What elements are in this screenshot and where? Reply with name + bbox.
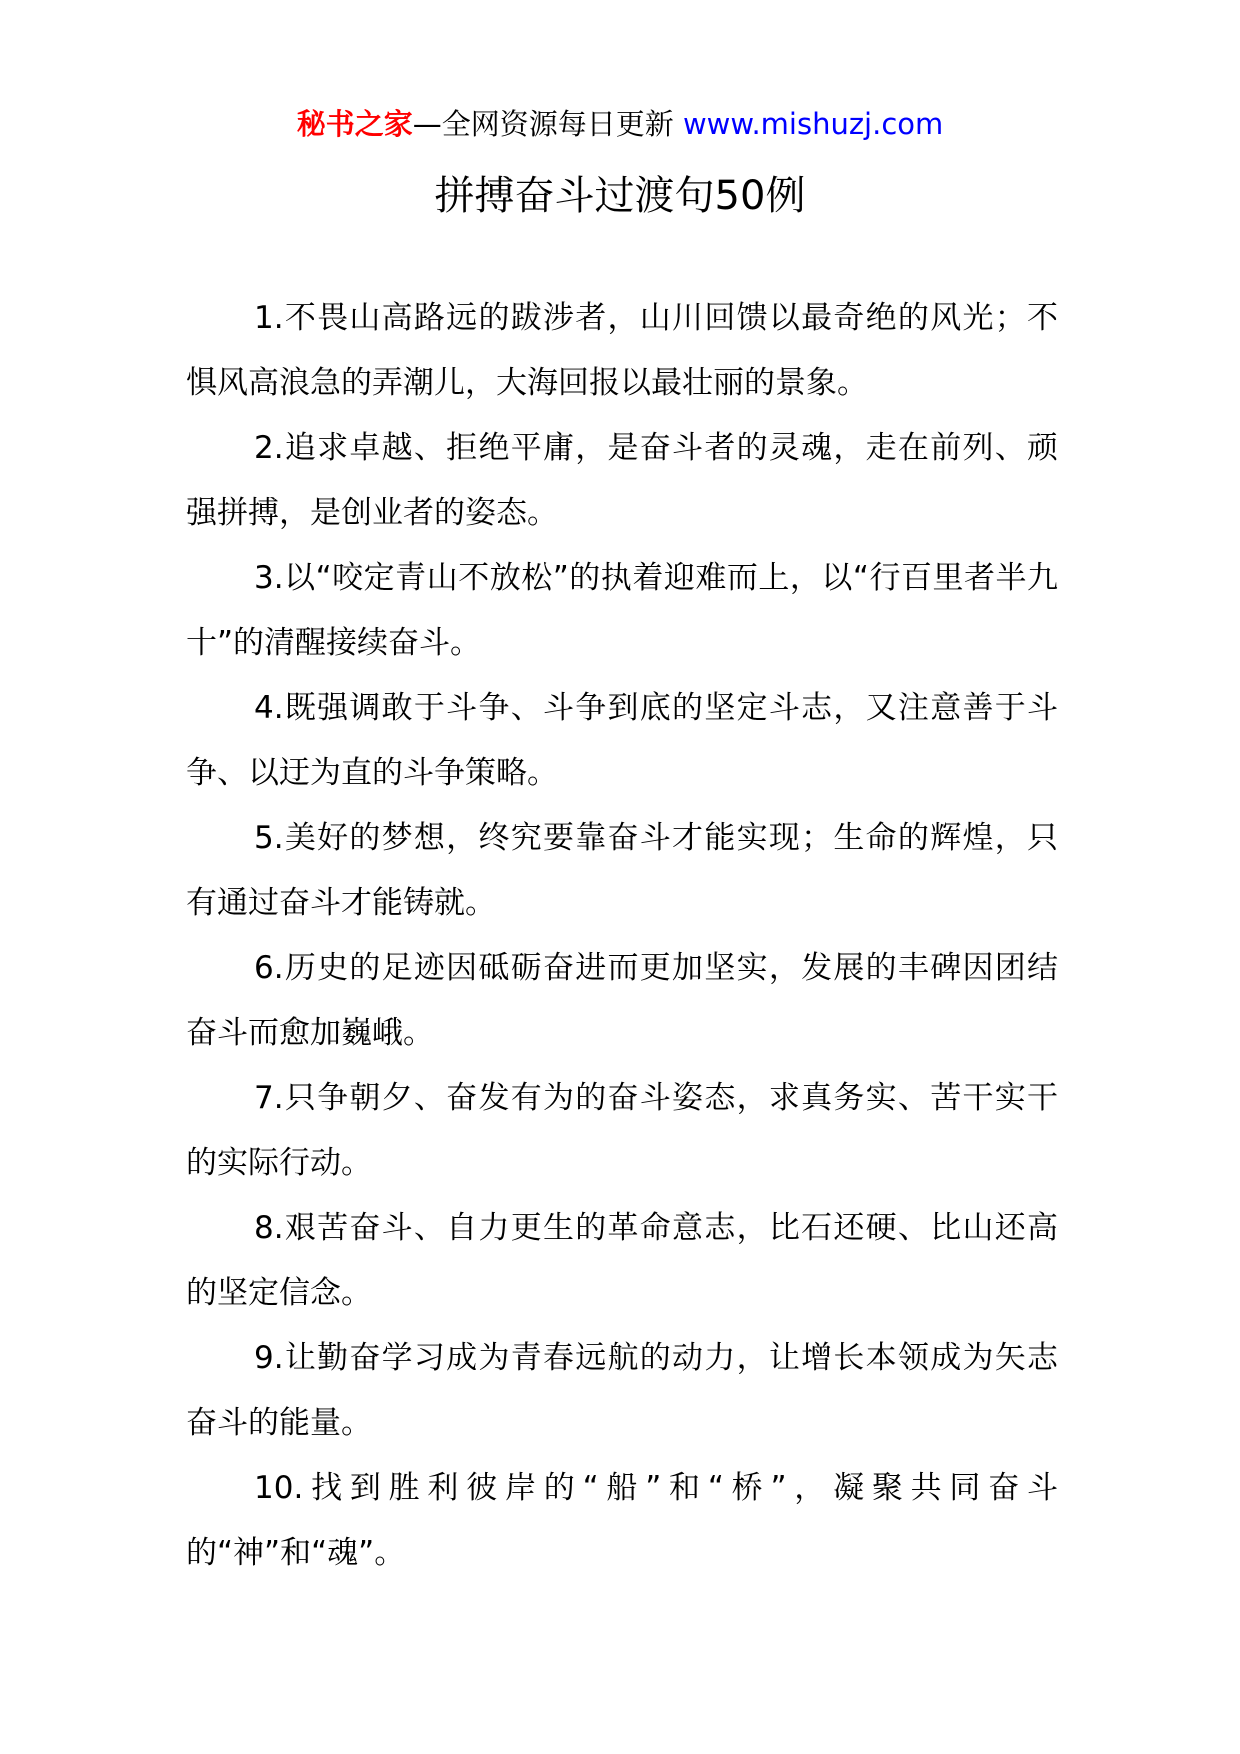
site-brand: 秘书之家 (296, 107, 413, 141)
paragraph-9: 9.让勤奋学习成为青春远航的动力，让增长本领成为矢志奋斗的能量。 (186, 1340, 1058, 1441)
document-title: 拼搏奋斗过渡句50例 (434, 173, 806, 219)
paragraph-6: 6.历史的足迹因砥砺奋进而更加坚实，发展的丰碑因团结奋斗而愈加巍峨。 (186, 950, 1058, 1051)
site-header (0, 100, 1240, 148)
paragraph-4: 4.既强调敢于斗争、斗争到底的坚定斗志，又注意善于斗争、以迂为直的斗争策略。 (186, 690, 1058, 791)
paragraph-2: 2.追求卓越、拒绝平庸，是奋斗者的灵魂，走在前列、顽强拼搏，是创业者的姿态。 (186, 430, 1058, 531)
paragraph-10: 10.找到胜利彼岸的“船”和“桥”，凝聚共同奋斗的“神”和“魂”。 (186, 1470, 1058, 1571)
paragraph-5: 5.美好的梦想，终究要靠奋斗才能实现；生命的辉煌，只有通过奋斗才能铸就。 (186, 820, 1058, 921)
site-url-link[interactable]: www.mishuzj.com (682, 107, 944, 141)
paragraph-7: 7.只争朝夕、奋发有为的奋斗姿态，求真务实、苦干实干的实际行动。 (186, 1080, 1058, 1181)
site-tagline: —全网资源每日更新 (412, 107, 674, 141)
paragraph-3: 3.以“咬定青山不放松”的执着迎难而上，以“行百里者半九十”的清醒接续奋斗。 (186, 560, 1058, 661)
paragraph-1: 1.不畏山高路远的跋涉者，山川回馈以最奇绝的风光；不惧风高浪急的弄潮儿，大海回报以最壮丽的景象。 (186, 300, 1058, 401)
paragraph-8: 8.艰苦奋斗、自力更生的革命意志，比石还硬、比山还高的坚定信念。 (186, 1210, 1058, 1311)
document-body (186, 286, 1058, 1586)
